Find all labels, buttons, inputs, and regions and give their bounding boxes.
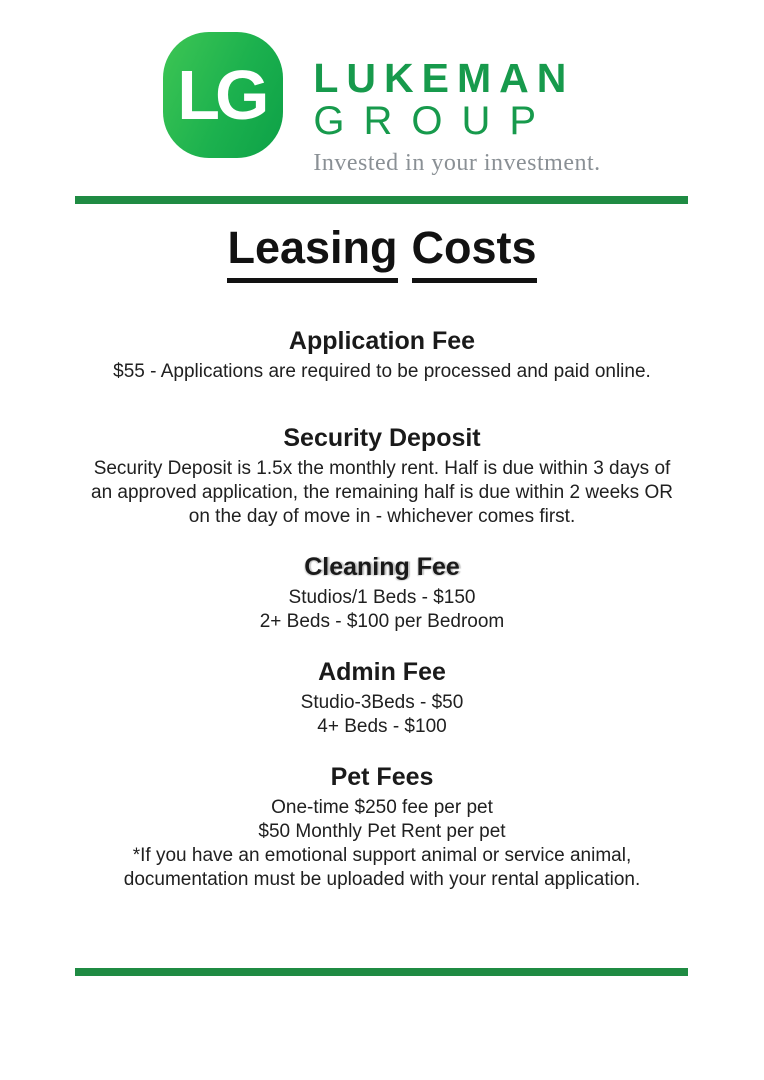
section-text-line: Studios/1 Beds - $150 xyxy=(288,587,476,608)
section-admin-fee xyxy=(0,658,764,739)
section-heading: Pet Fees xyxy=(330,763,434,791)
section-pet-fees xyxy=(0,763,764,892)
section-heading: Application Fee xyxy=(288,327,476,355)
lukeman-group-logo-icon xyxy=(163,32,283,158)
brand-name-line2: GROUP xyxy=(313,99,556,143)
section-text-line: Security Deposit is 1.5x the monthly rent. Half is due within 3 days of xyxy=(93,458,671,479)
title-word: Costs xyxy=(412,220,537,283)
section-text-line: 4+ Beds - $100 xyxy=(317,716,447,737)
section-text-line: documentation must be uploaded with your rental application. xyxy=(123,869,641,890)
section-text-line: Studio-3Beds - $50 xyxy=(300,692,464,713)
top-divider xyxy=(75,196,688,204)
section-text-line: $55 - Applications are required to be processed and paid online. xyxy=(113,361,651,382)
section-heading: Admin Fee xyxy=(318,658,446,686)
section-text-line: on the day of move in - whichever comes first. xyxy=(188,506,576,527)
title-word: Leasing xyxy=(227,220,397,283)
section-heading: Security Deposit xyxy=(283,424,481,452)
section-text-line: One-time $250 fee per pet xyxy=(271,797,493,818)
logo-block xyxy=(0,32,764,177)
section-security-deposit xyxy=(0,424,764,529)
bottom-divider xyxy=(75,968,688,976)
section-heading: Cleaning Fee xyxy=(304,553,460,581)
sections-list xyxy=(0,327,764,892)
section-text-line: an approved application, the remaining half is due within 2 weeks OR xyxy=(91,482,673,503)
brand-name-line1: LUKEMAN xyxy=(313,55,575,101)
section-cleaning-fee xyxy=(0,553,764,634)
page-title xyxy=(0,220,764,283)
section-text-line: *If you have an emotional support animal or service animal, xyxy=(132,845,632,866)
brand-tagline: Invested in your investment. xyxy=(313,150,601,176)
section-text-line: 2+ Beds - $100 per Bedroom xyxy=(259,611,505,632)
brand-wordmark xyxy=(313,56,600,177)
logo-monogram: LG xyxy=(177,56,265,134)
section-text-line: $50 Monthly Pet Rent per pet xyxy=(258,821,506,842)
content xyxy=(0,220,764,916)
section-application-fee xyxy=(0,327,764,384)
